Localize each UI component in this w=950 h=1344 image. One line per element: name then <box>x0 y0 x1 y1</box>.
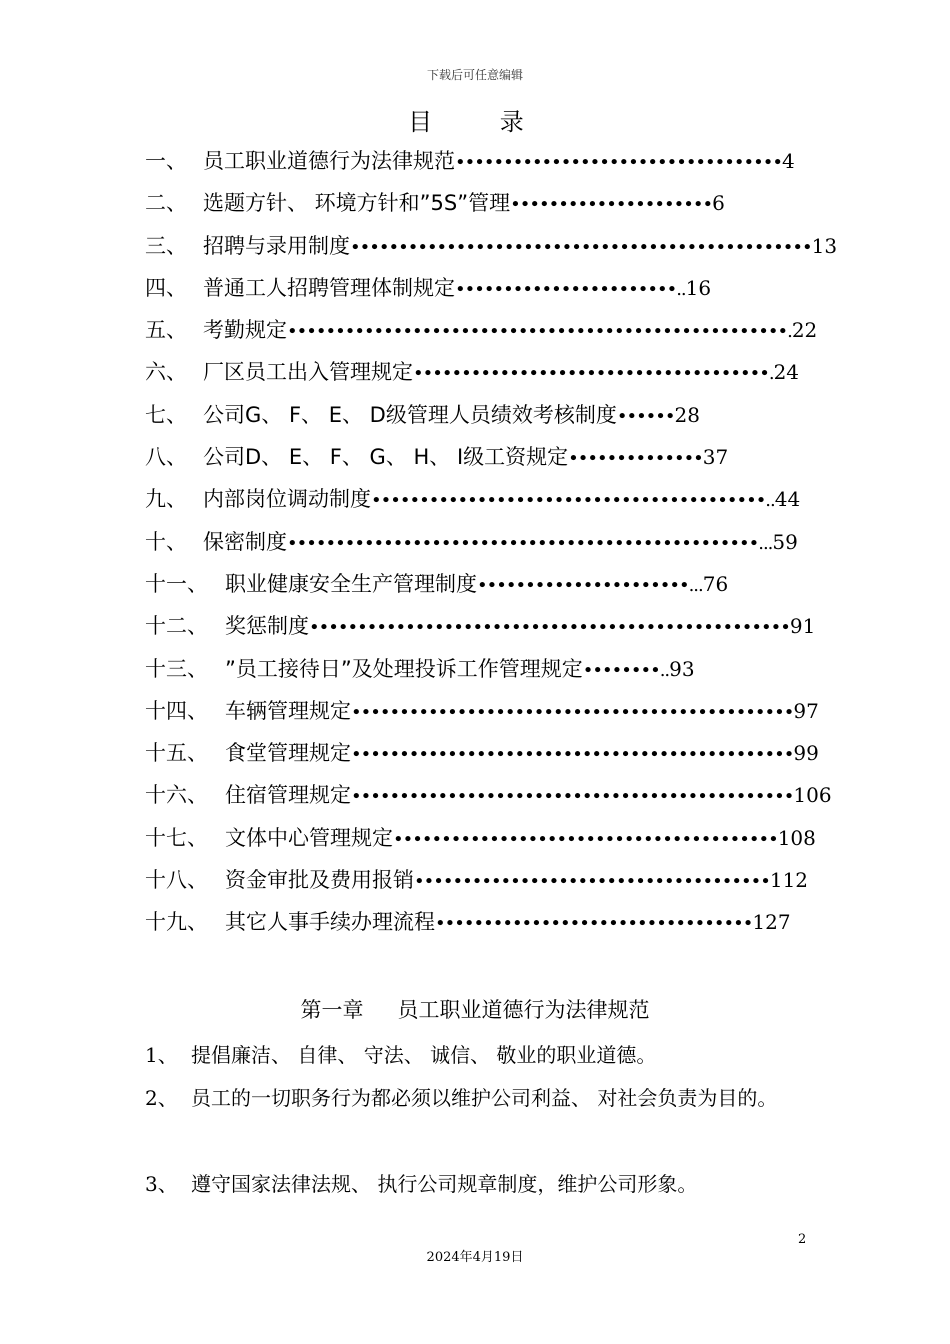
toc-entry[interactable] <box>145 732 845 774</box>
toc-entry-leader: •••••••••••••••••••••••••••••••••••••••••••••• <box>351 701 794 723</box>
toc-entry-number: 四、 <box>145 275 187 300</box>
toc-entry-leader: •••••••••••••••••••••••••••••••••••••••••••••••• <box>350 236 812 258</box>
toc-entry-number: 十七、 <box>145 825 208 850</box>
toc-entry[interactable] <box>145 817 845 859</box>
toc-entry[interactable] <box>145 648 845 690</box>
toc-entry-number: 十八、 <box>145 868 208 893</box>
toc-entry-page: 37 <box>702 445 729 470</box>
toc-entry-page: 44 <box>774 487 801 512</box>
toc-entry[interactable] <box>145 225 845 267</box>
paragraph-number: 2、 <box>145 1086 178 1110</box>
toc-entry-page: 93 <box>669 656 695 681</box>
toc-entry-leader: •••••••••••••••••••••••••••••••••••••••••••••• <box>351 744 794 766</box>
toc-entry-leader: •••••••••••••••••••••••••••••••••••••••• <box>393 828 778 850</box>
toc-entry-leader: •••••••••••••••••••••••••••••••••••••••••.. <box>371 490 775 512</box>
toc-entry-number: 一、 <box>145 149 187 173</box>
toc-entry[interactable] <box>145 901 845 943</box>
toc-entry-number: 九、 <box>145 487 187 512</box>
toc-entry-title: 职业健康安全生产管理制度 <box>225 571 477 596</box>
toc-entry-leader: •••••••••••••••••••••••••••••••••••••••••••••• <box>351 786 794 808</box>
page-number: 2 <box>798 1232 807 1247</box>
toc-entry-number: 六、 <box>145 360 187 385</box>
toc-entry-number: 十四、 <box>145 698 208 723</box>
toc-entry-title: 奖惩制度 <box>225 614 309 639</box>
toc-entry-page: 97 <box>793 698 819 723</box>
toc-entry-title: 车辆管理规定 <box>225 698 351 723</box>
toc-entry-title: 其它人事手续办理流程 <box>225 910 435 935</box>
toc-entry-title: 考勤规定 <box>203 318 287 343</box>
paragraph-text: 提倡廉洁、 自律、 守法、 诚信、 敬业的职业道德。 <box>191 1043 657 1067</box>
paragraph <box>145 1163 815 1206</box>
toc-entry[interactable] <box>145 478 845 520</box>
toc-title: 目 录 <box>408 108 554 136</box>
toc-entry-leader: ••••••••••••••••••••• <box>510 194 713 216</box>
toc-entry-title: 资金审批及费用报销 <box>225 868 414 893</box>
toc-entry-page: 112 <box>769 868 809 893</box>
footer-date: 2024年4月19日 <box>426 1250 524 1265</box>
toc-entry-leader: •••••••••••••••••••••••.. <box>455 278 686 300</box>
toc-entry-page: 4 <box>781 149 795 173</box>
toc-entry-title: 住宿管理规定 <box>225 783 351 808</box>
toc-entry-title: 公司G、 F、 E、 D级管理人员绩效考核制度 <box>203 402 617 427</box>
toc-entry-leader: ••••••••••••••••••••••... <box>477 574 703 596</box>
toc-entry-leader: •••••••••••••••••••••••••••••••••••••••••••••••••... <box>287 532 773 554</box>
toc-entry-number: 五、 <box>145 318 187 343</box>
toc-entry-page: 127 <box>752 910 791 935</box>
toc-entry-title: 文体中心管理规定 <box>225 825 393 850</box>
toc-entry-leader: •••••••••••••••••••••••••••••••••••••. <box>413 363 774 385</box>
toc-entry-number: 十六、 <box>145 783 208 808</box>
toc-entry[interactable] <box>145 182 845 224</box>
paragraph <box>145 1034 815 1077</box>
toc-entry-number: 二、 <box>145 191 187 216</box>
chapter-label: 第一章 <box>300 998 364 1022</box>
toc-entry-leader: ••••••••••••••••••••••••••••••••••••••••••••••••••••. <box>287 321 792 343</box>
toc-entry-leader: •••••••••••••••••••••••••••••••••• <box>455 152 782 173</box>
toc-entry-leader: ••••••••••••••••••••••••••••••••••••• <box>414 871 770 893</box>
toc-entry-leader: ••••••••••••••••••••••••••••••••• <box>435 913 753 935</box>
toc-entry-number: 十九、 <box>145 910 208 935</box>
toc-entry-title: 保密制度 <box>203 529 287 554</box>
toc-entry-number: 八、 <box>145 445 187 470</box>
toc-entry-number: 十、 <box>145 529 187 554</box>
table-of-contents <box>145 140 845 944</box>
paragraph <box>145 1077 815 1120</box>
toc-entry-number: 十一、 <box>145 571 208 596</box>
toc-entry[interactable] <box>145 140 845 182</box>
toc-entry-page: 13 <box>811 233 838 258</box>
toc-entry-page: 106 <box>793 783 832 808</box>
toc-entry-title: 内部岗位调动制度 <box>203 487 371 512</box>
toc-entry[interactable] <box>145 351 845 393</box>
toc-entry-number: 三、 <box>145 233 187 258</box>
toc-entry-page: 76 <box>702 571 729 596</box>
toc-entry-number: 十二、 <box>145 614 208 639</box>
toc-entry[interactable] <box>145 690 845 732</box>
toc-entry[interactable] <box>145 309 845 351</box>
paragraph-text: 遵守国家法律法规、 执行公司规章制度，维护公司形象。 <box>191 1172 698 1196</box>
toc-entry-page: 28 <box>674 402 700 427</box>
toc-entry-title: 食堂管理规定 <box>225 741 351 766</box>
paragraph-number: 1、 <box>145 1043 178 1067</box>
toc-entry[interactable] <box>145 521 845 563</box>
toc-entry-page: 24 <box>773 360 800 385</box>
chapter-heading <box>0 994 950 1024</box>
toc-entry-title: 普通工人招聘管理体制规定 <box>203 275 455 300</box>
toc-entry-page: 108 <box>777 825 816 850</box>
toc-entry-title: 员工职业道德行为法律规范 <box>203 149 455 173</box>
toc-entry-title: 选题方针、 环境方针和”5S”管理 <box>203 191 511 216</box>
toc-entry-page: 22 <box>791 318 818 343</box>
toc-entry-leader: •••••••••••••••••••••••••••••••••••••••••••••••••• <box>309 617 790 639</box>
page-header: 下载后可任意编辑 <box>426 68 523 82</box>
toc-entry-page: 99 <box>793 741 819 766</box>
toc-entry[interactable] <box>145 859 845 901</box>
toc-entry-leader: •••••••••••••• <box>568 448 703 470</box>
toc-entry-page: 59 <box>772 529 798 554</box>
toc-entry[interactable] <box>145 267 845 309</box>
toc-entry-title: ”员工接待日”及处理投诉工作管理规定 <box>225 656 583 681</box>
toc-entry[interactable] <box>145 563 845 605</box>
toc-entry-page: 6 <box>712 191 725 216</box>
toc-entry-title: 厂区员工出入管理规定 <box>203 360 413 385</box>
chapter-title: 员工职业道德行为法律规范 <box>397 998 650 1022</box>
toc-entry[interactable] <box>145 436 845 478</box>
toc-entry[interactable] <box>145 394 845 436</box>
paragraph-text: 员工的一切职务行为都必须以维护公司利益、 对社会负责为目的。 <box>191 1086 778 1110</box>
toc-entry-number: 十五、 <box>145 741 208 766</box>
toc-entry-page: 16 <box>685 275 712 300</box>
toc-entry[interactable] <box>145 605 845 647</box>
toc-entry-title: 招聘与录用制度 <box>203 233 350 258</box>
toc-entry-number: 七、 <box>145 402 187 427</box>
toc-entry-title: 公司D、 E、 F、 G、 H、 I级工资规定 <box>203 445 569 470</box>
toc-entry-number: 十三、 <box>145 656 208 681</box>
toc-entry-page: 91 <box>789 614 816 639</box>
paragraph-number: 3、 <box>145 1172 178 1196</box>
toc-entry[interactable] <box>145 774 845 816</box>
toc-entry-leader: ••••••••.. <box>582 659 670 681</box>
toc-entry-leader: •••••• <box>616 405 675 427</box>
